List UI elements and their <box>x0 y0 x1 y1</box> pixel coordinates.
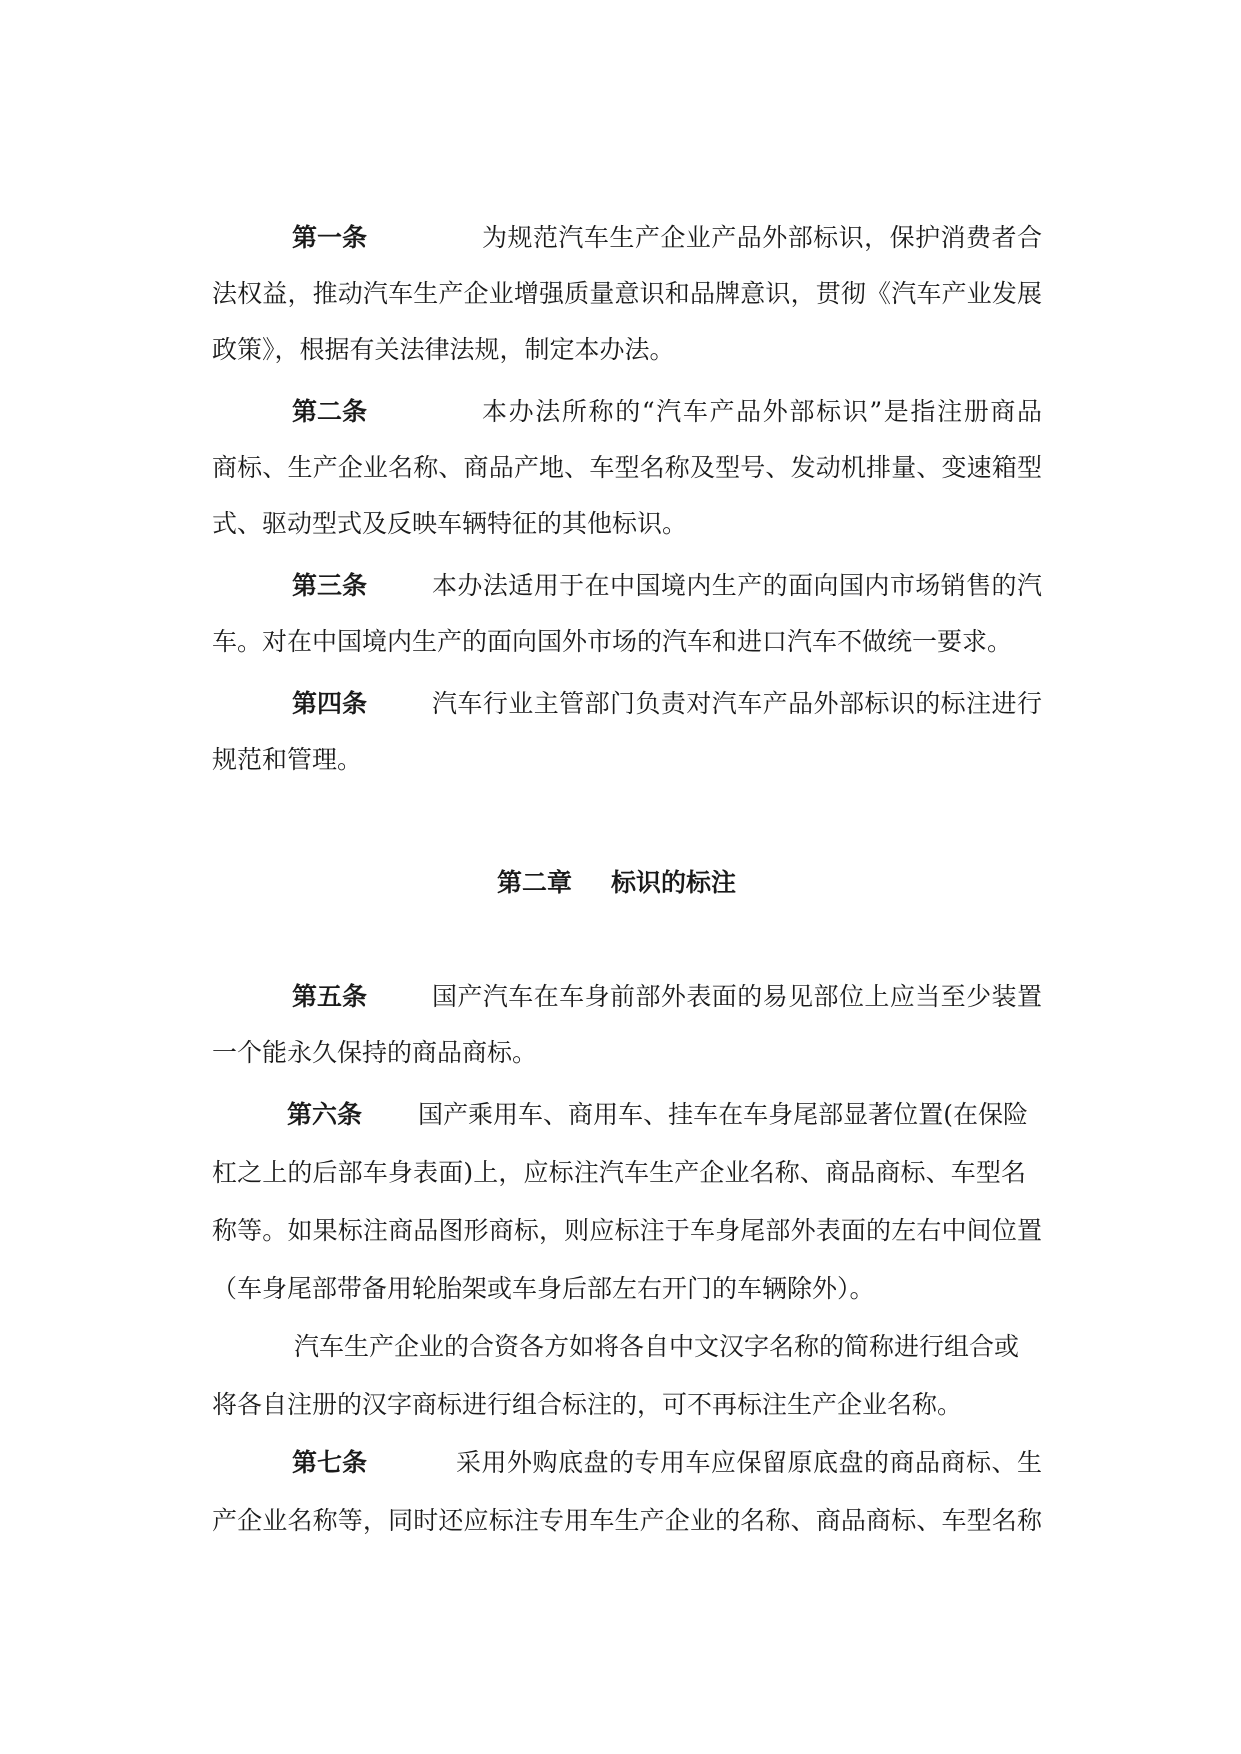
article-6-line-2: 杠之上的后部车身表面)上，应标注汽车生产企业名称、商品商标、车型名 <box>212 1158 1026 1187</box>
article-7-first-line: 采用外购底盘的专用车应保留原底盘的商品商标、生 <box>456 1448 1042 1477</box>
chapter-number: 第二章 <box>497 868 573 897</box>
article-6-paragraph-2-first-line: 汽车生产企业的合资各方如将各自中文汉字名称的简称进行组合或 <box>294 1332 1020 1361</box>
article-1-heading: 第一条 <box>292 223 368 252</box>
article-7-heading: 第七条 <box>292 1448 368 1477</box>
article-4-first-line: 汽车行业主管部门负责对汽车产品外部标识的标注进行 <box>432 689 1042 718</box>
article-3-first-line: 本办法适用于在中国境内生产的面向国内市场销售的汽 <box>432 571 1042 600</box>
article-3-heading: 第三条 <box>292 571 368 600</box>
article-2-heading: 第二条 <box>292 397 368 426</box>
article-6-paragraph-2-line-2: 将各自注册的汉字商标进行组合标注的，可不再标注生产企业名称。 <box>212 1390 963 1419</box>
article-1-line-3: 政策》，根据有关法律法规，制定本办法。 <box>212 335 675 364</box>
article-6-heading: 第六条 <box>287 1100 363 1129</box>
article-7-line-2: 产企业名称等，同时还应标注专用车生产企业的名称、商品商标、车型名称 <box>212 1506 1042 1535</box>
article-5-first-line: 国产汽车在车身前部外表面的易见部位上应当至少装置 <box>432 982 1042 1011</box>
article-4-heading: 第四条 <box>292 689 368 718</box>
article-2-line-2: 商标、生产企业名称、商品产地、车型名称及型号、发动机排量、变速箱型 <box>212 453 1042 482</box>
article-5-line-2: 一个能永久保持的商品商标。 <box>212 1038 538 1067</box>
article-1-first-line: 为规范汽车生产企业产品外部标识，保护消费者合 <box>482 223 1042 252</box>
article-3-line-2: 车。对在中国境内生产的面向国外市场的汽车和进口汽车不做统一要求。 <box>212 627 1013 656</box>
article-5-heading: 第五条 <box>292 982 368 1011</box>
article-4-line-2: 规范和管理。 <box>212 745 363 774</box>
article-6-line-4: （车身尾部带备用轮胎架或车身后部左右开门的车辆除外）。 <box>212 1274 875 1303</box>
article-1-line-2: 法权益，推动汽车生产企业增强质量意识和品牌意识，贯彻《汽车产业发展 <box>212 279 1042 308</box>
article-6-first-line: 国产乘用车、商用车、挂车在车身尾部显著位置(在保险 <box>418 1100 1028 1129</box>
article-2-first-line: 本办法所称的“汽车产品外部标识”是指注册商品 <box>482 397 1042 426</box>
article-2-line-3: 式、驱动型式及反映车辆特征的其他标识。 <box>212 509 688 538</box>
article-6-line-3: 称等。如果标注商品图形商标，则应标注于车身尾部外表面的左右中间位置 <box>212 1216 1042 1245</box>
chapter-title: 标识的标注 <box>611 868 737 897</box>
